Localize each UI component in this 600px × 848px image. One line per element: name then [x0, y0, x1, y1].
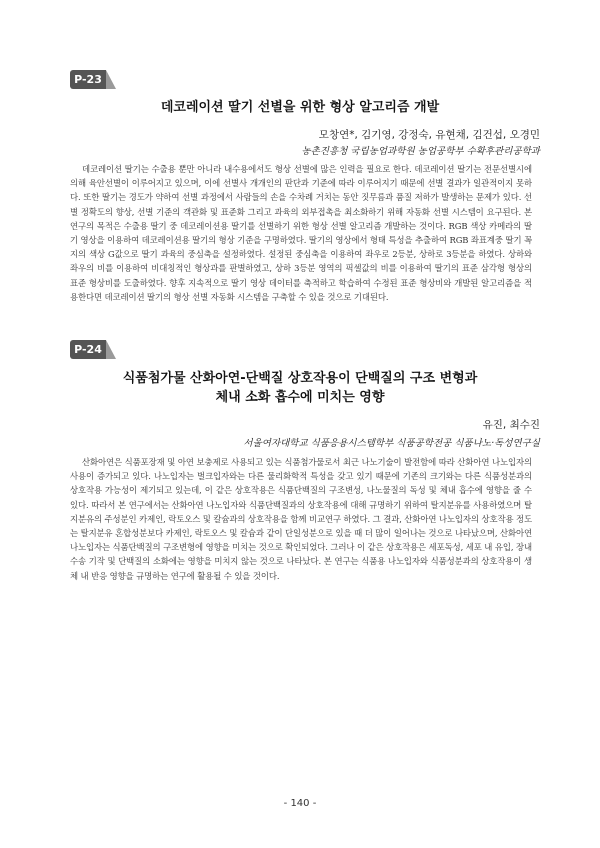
paper-tag — [70, 340, 118, 359]
paper-title-line: 데코레이션 딸기 선별을 위한 형상 알고리즘 개발 — [160, 100, 440, 115]
tag-decoration — [106, 340, 116, 359]
paper-affiliation: 농촌진흥청 국립농업과학원 농업공학부 수확후관리공학과 — [301, 146, 540, 157]
paper-abstract: 데코레이션 딸기는 수출용 뿐만 아니라 내수용에서도 형상 선별에 많은 인력을 필요로 한다. 데코레이션 딸기는 전문선별시에 의해 육안선별이 이루어지고 있으며, 이에 선별사 개개인의 판단과 기준에 따라 이루어지기 때문에 선별 결과가 일관적이지 못하다. 또한 딸기는 경도가 약하여 선별 과정에서 사람들의 손을 수차례 거치는 동안 짓무름과 품질 저하가 발생하는 문제가 있다. 선별 정확도의 향상, 선별 기준의 객관화 및 표준화 그리고 과육의 외부접촉을 최소화하기 위해 자동화 선별 시스템이 요구된다. 본 연구의 목적은 수출용 딸기 중 데코레이션용 딸기를 선별하기 위한 형상 선별 알고리즘 개발하는 것이다. RGB 색상 카메라의 딸기 영상을 이용하여 데코레이션용 딸기의 형상 기준을 구명하였다. 딸기의 영상에서 형태 특성을 추출하여 RGB 좌표계중 딸기 꼭지의 색상 G값으로 딸기 과육의 중심축을 설정하였다. 설정된 중심축을 이용하여 좌우로 2등분, 상하로 3등분을 하였다. 상하와 좌우의 비를 이용하여 비대칭적인 형상과를 판별하였고, 상하 3등분 영역의 픽셀값의 비를 이용하여 딸기의 표준 삼각형 형상의 표준 형상비를 도출하였다. 향후 지속적으로 딸기 영상 데이터를 축적하고 학습하여 수정된 표준 형상비와 개발된 알고리즘을 적용한다면 데코레이션 딸기의 형상 선별 자동화 시스템을 구축할 수 있을 것으로 기대된다. — [70, 164, 532, 302]
paper-abstract: 산화아연은 식품포장재 및 아연 보충제로 사용되고 있는 식품첨가물로서 최근 나노기술이 발전함에 따라 산화아연 나노입자의 사용이 증가되고 있다. 나노입자는 벌크입자와는 다른 물리화학적 특성을 갖고 있기 때문에 기존의 크기와는 다른 식품성분과의 상호작용 가능성이 제기되고 있는데, 이 같은 상호작용은 식품단백질의 구조변성, 나노물질의 독성 및 체내 흡수에 영향을 줄 수 있다. 따라서 본 연구에서는 산화아연 나노입자와 식품단백질과의 상호작용에 대해 규명하기 위하여 탈지분유를 사용하였으며 탈지분유의 주성분인 카제인, 락토오스 및 칼슘과의 상호작용을 함께 비교연구 하였다. 그 결과, 산화아연 나노입자의 상호작용 정도는 탈지분유 혼합성분보다 카제인, 락토오스 및 칼슘과 같이 단일성분으로 있을 때 더 많이 일어나는 것으로 나타났으며, 산화아연 나노입자는 식품단백질의 구조변형에 영향을 미치는 것으로 확인되었다. 그러나 이 같은 상호작용은 세포독성, 세포 내 유입, 장내 수송 기작 및 단백질의 소화에는 영향을 미치지 않는 것으로 나타났다. 본 연구는 식품용 나노입자와 식품성분과의 상호작용이 생체 내 반응 영향을 규명하는 연구에 활용될 수 있을 것이다. — [70, 457, 532, 581]
paper-title-line: 식품첨가물 산화아연-단백질 상호작용이 단백질의 구조 변형과 — [122, 371, 478, 386]
paper-tag-label: P-24 — [70, 340, 106, 359]
tag-decoration — [106, 70, 116, 89]
paper-title-line: 체내 소화 흡수에 미치는 영향 — [215, 390, 385, 405]
paper-title — [60, 98, 540, 117]
paper-affiliation: 서울여자대학교 식품응용시스템학부 식품공학전공 식품나노·독성연구실 — [243, 438, 540, 449]
paper-tag — [70, 70, 118, 89]
paper-authors: 모창연*, 김기영, 강정숙, 유현채, 김건섭, 오경민 — [318, 129, 540, 141]
paper-tag-label: P-23 — [70, 70, 106, 89]
paper-authors: 유진, 최수진 — [482, 419, 540, 431]
page-number: - 140 - — [283, 798, 317, 809]
paper-title — [60, 369, 540, 407]
